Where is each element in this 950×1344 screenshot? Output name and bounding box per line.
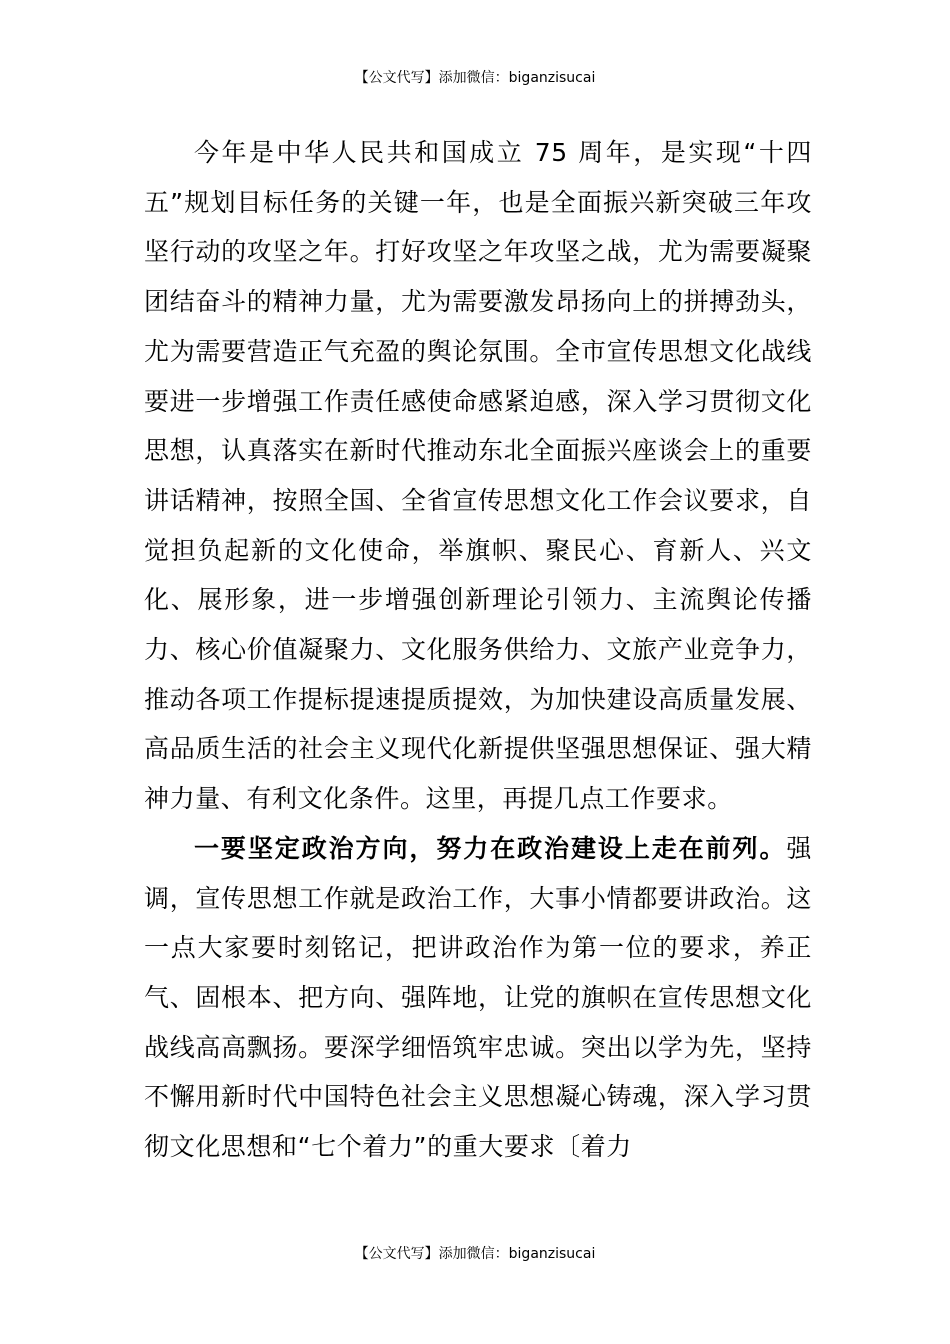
page-footer: 【公文代写】添加微信：biganzisucai [354,1246,596,1262]
paragraph-2-text: 强调，宣传思想工作就是政治工作，大事小情都要讲政治。这一点大家要时刻铭记，把讲政治作为第一位的要求，养正气、固根本、把方向、强阵地，让党的旗帜在宣传思想文化战线高高飘扬。要深学细悟筑牢忠诚。突出以学为先，坚持不懈用新时代中国特色社会主义思想凝心铸魂，深入学习贯彻文化思想和“七个着力”的重大要求〔着力 [144,833,812,1162]
paragraph-2-lead: 一要坚定政治方向，努力在政治建设上走在前列。 [194,833,787,863]
page-header: 【公文代写】添加微信：biganzisucai [354,70,596,86]
document-body [144,128,812,1172]
paragraph-1 [144,128,812,824]
paragraph-2 [144,824,812,1172]
paragraph-1-text: 今年是中华人民共和国成立 75 周年，是实现“十四五”规划目标任务的关键一年，也是全面振兴新突破三年攻坚行动的攻坚之年。打好攻坚之年攻坚之战，尤为需要凝聚团结奋斗的精神力量，尤为需要激发昂扬向上的拼搏劲头，尤为需要营造正气充盈的舆论氛围。全市宣传思想文化战线要进一步增强工作责任感使命感紧迫感，深入学习贯彻文化思想，认真落实在新时代推动东北全面振兴座谈会上的重要讲话精神，按照全国、全省宣传思想文化工作会议要求，自觉担负起新的文化使命，举旗帜、聚民心、育新人、兴文化、展形象，进一步增强创新理论引领力、主流舆论传播力、核心价值凝聚力、文化服务供给力、文旅产业竞争力，推动各项工作提标提速提质提效，为加快建设高质量发展、高品质生活的社会主义现代化新提供坚强思想保证、强大精神力量、有利文化条件。这里，再提几点工作要求。 [144,138,812,814]
